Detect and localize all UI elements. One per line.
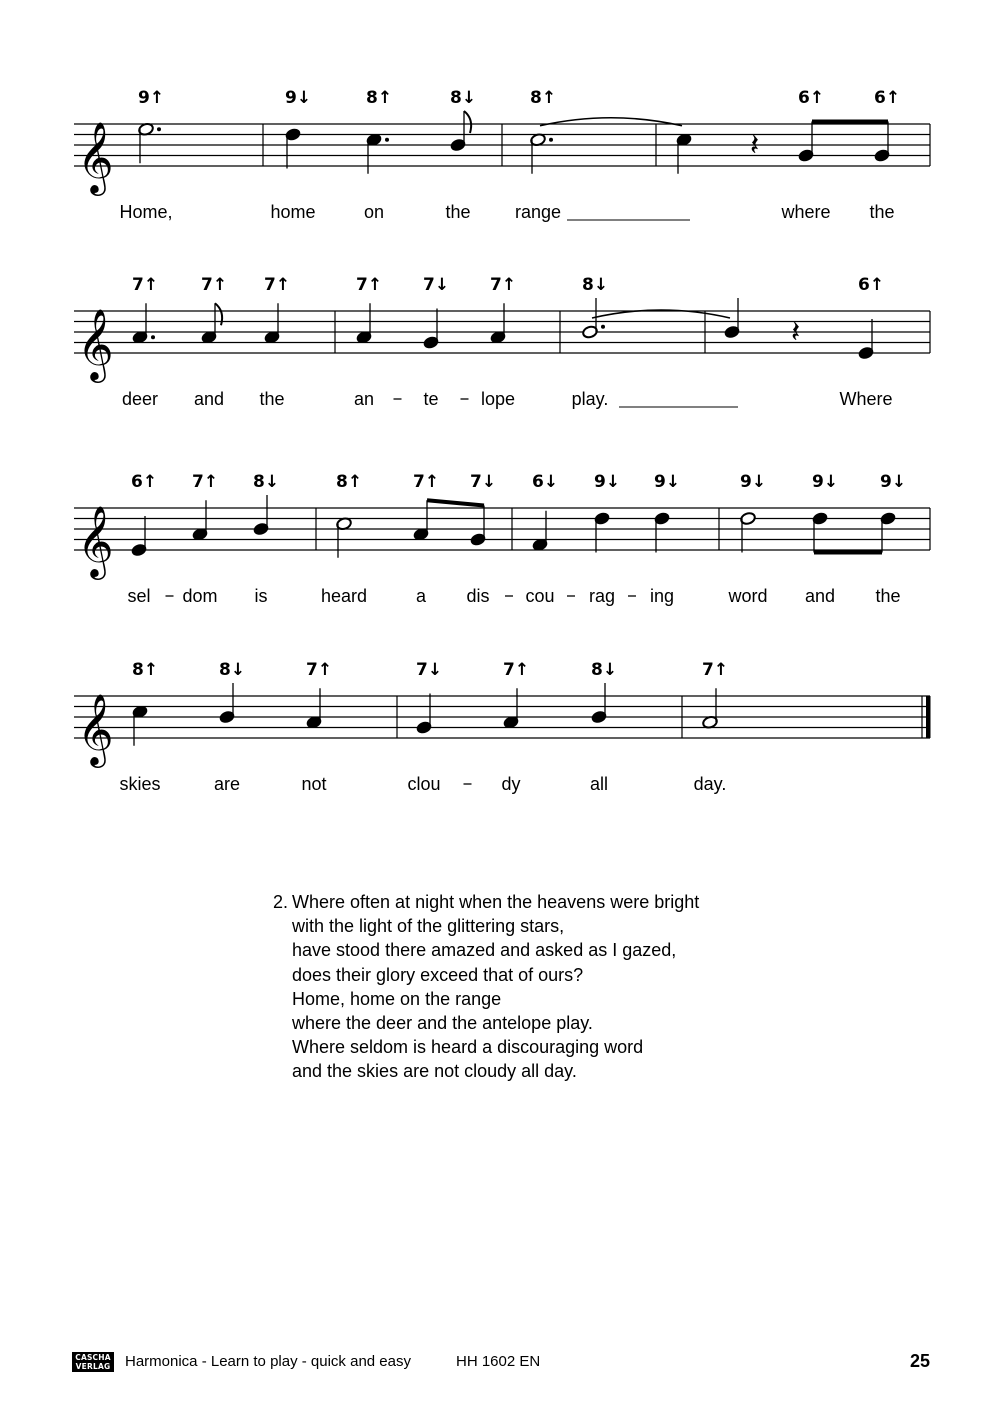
lyric-syllable: the — [869, 202, 895, 222]
harmonica-tab: 7↑ — [201, 275, 228, 295]
lyric-syllable: ing — [649, 586, 675, 606]
augmentation-dot — [549, 138, 553, 142]
harmonica-tab: 7↓ — [416, 660, 443, 680]
harmonica-tab: 6↑ — [874, 88, 901, 108]
harmonica-tab: 9↓ — [594, 472, 621, 492]
harmonica-tab: 8↑ — [530, 88, 557, 108]
lyric-syllable: an — [353, 389, 375, 409]
harmonica-tab: 7↑ — [490, 275, 517, 295]
staff-system — [74, 275, 930, 409]
harmonica-tab: 9↓ — [812, 472, 839, 492]
verse-number: 2. — [273, 892, 289, 912]
harmonica-tab: 6↑ — [131, 472, 158, 492]
lyric-syllable: sel — [127, 586, 151, 606]
harmonica-tab: 8↑ — [366, 88, 393, 108]
lyric-syllable: lope — [480, 389, 516, 409]
lyric-syllable: the — [875, 586, 901, 606]
verse-line: where the deer and the antelope play. — [292, 1013, 593, 1034]
verse-line: does their glory exceed that of ours? — [292, 964, 584, 985]
harmonica-tab: 9↓ — [880, 472, 907, 492]
treble-clef-icon: 𝄞 — [77, 307, 114, 380]
verse-line: Home, home on the range — [292, 988, 502, 1009]
lyric-syllable: are — [213, 774, 241, 794]
staff-system — [74, 88, 930, 222]
harmonica-tab: 9↑ — [138, 88, 165, 108]
lyric-syllable: dy — [501, 774, 521, 794]
harmonica-tab: 8↓ — [591, 660, 618, 680]
lyric-syllable: all — [589, 774, 609, 794]
catalog-code: HH 1602 EN — [456, 1353, 541, 1370]
harmonica-tab: 6↑ — [798, 88, 825, 108]
harmonica-tab: 7↑ — [192, 472, 219, 492]
lyric-syllable: play. — [571, 389, 609, 409]
final-barline-thick — [926, 696, 931, 738]
harmonica-tab: 8↓ — [450, 88, 477, 108]
lyric-syllable: day. — [693, 774, 727, 794]
lyric-syllable: where — [781, 202, 831, 222]
verse-line: with the light of the glittering stars, — [292, 916, 565, 937]
lyric-syllable: a — [415, 586, 427, 606]
harmonica-tab: 8↑ — [336, 472, 363, 492]
verse-2 — [273, 890, 699, 1084]
harmonica-tab: 7↑ — [702, 660, 729, 680]
lyric-syllable: the — [259, 389, 285, 409]
harmonica-tab: 7↓ — [423, 275, 450, 295]
lyric-syllable: Where — [839, 389, 893, 409]
lyric-syllable: clou — [407, 774, 441, 794]
staff-system — [74, 472, 930, 606]
verse-line: 2. Where often at night when the heavens were bright — [273, 890, 699, 914]
lyric-syllable: home — [270, 202, 316, 222]
beam — [427, 500, 484, 505]
page-footer — [72, 1352, 930, 1374]
harmonica-tab: 6↓ — [532, 472, 559, 492]
harmonica-tab: 7↑ — [306, 660, 333, 680]
harmonica-tab: 9↓ — [654, 472, 681, 492]
lyric-syllable: rag — [588, 586, 616, 606]
harmonica-tab: 6↑ — [858, 275, 885, 295]
lyric-syllable: cou — [525, 586, 555, 606]
treble-clef-icon: 𝄞 — [77, 504, 114, 577]
verse-line: Where seldom is heard a discouraging word — [292, 1037, 644, 1058]
staff-system — [74, 660, 931, 794]
harmonica-tab: 7↑ — [356, 275, 383, 295]
treble-clef-icon: 𝄞 — [77, 120, 114, 193]
lyric-syllable: on — [363, 202, 385, 222]
harmonica-tab: 9↓ — [740, 472, 767, 492]
lyric-syllable: skies — [119, 774, 161, 794]
quarter-rest-icon: 𝄽 — [791, 315, 801, 350]
lyric-syllable: not — [301, 774, 327, 794]
verse-line: have stood there amazed and asked as I gazed, — [292, 940, 677, 961]
harmonica-tab: 8↓ — [219, 660, 246, 680]
harmonica-tab: 8↓ — [253, 472, 280, 492]
lyric-syllable: word — [728, 586, 768, 606]
lyric-syllable: te — [423, 389, 439, 409]
lyric-syllable: deer — [121, 389, 159, 409]
lyric-syllable: range — [514, 202, 562, 222]
lyric-syllable: heard — [320, 586, 368, 606]
quarter-rest-icon: 𝄽 — [750, 128, 760, 163]
augmentation-dot — [601, 325, 605, 329]
harmonica-tab: 7↑ — [413, 472, 440, 492]
harmonica-tab: 8↓ — [582, 275, 609, 295]
page-number: 25 — [909, 1351, 930, 1371]
lyric-syllable: is — [254, 586, 268, 606]
harmonica-tab: 7↑ — [503, 660, 530, 680]
harmonica-tab: 8↑ — [132, 660, 159, 680]
treble-clef-icon: 𝄞 — [77, 692, 114, 765]
harmonica-tab: 7↑ — [264, 275, 291, 295]
harmonica-tab: 9↓ — [285, 88, 312, 108]
lyric-syllable: dis — [466, 586, 490, 606]
note-flag — [464, 111, 471, 133]
verse-line: and the skies are not cloudy all day. — [292, 1061, 577, 1082]
lyric-syllable: and — [804, 586, 836, 606]
lyric-syllable: and — [193, 389, 225, 409]
book-title: Harmonica - Learn to play - quick and easy — [125, 1353, 411, 1370]
augmentation-dot — [151, 335, 155, 339]
harmonica-tab: 7↓ — [470, 472, 497, 492]
harmonica-tab: 7↑ — [132, 275, 159, 295]
augmentation-dot — [157, 127, 161, 131]
lyric-syllable: the — [445, 202, 471, 222]
lyric-syllable: Home, — [119, 202, 173, 222]
augmentation-dot — [385, 138, 389, 142]
publisher-logo: CASCHA VERLAG — [72, 1352, 114, 1372]
lyric-syllable: dom — [182, 586, 218, 606]
